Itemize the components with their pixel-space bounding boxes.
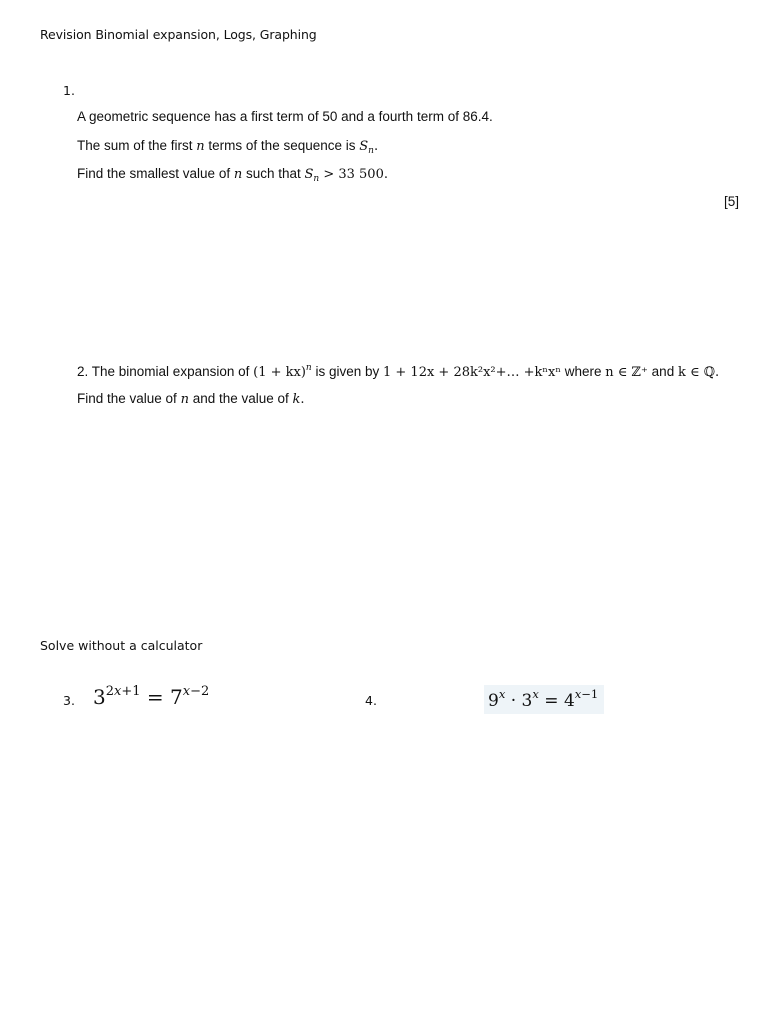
math-var-n: n: [196, 139, 205, 154]
math-digit: −1: [581, 687, 599, 701]
math-dot: ·: [505, 691, 522, 711]
text: .: [715, 365, 720, 380]
math-equals: =: [140, 685, 171, 709]
math-exponent: x: [532, 687, 539, 701]
text: .: [373, 139, 379, 154]
math-var-n: n: [233, 167, 243, 182]
math-base: 9: [488, 691, 499, 711]
question-3-number: 3.: [63, 693, 75, 708]
question-4-number: 4.: [365, 693, 377, 708]
question-4-equation: [484, 685, 604, 714]
math-var-k: k: [292, 392, 301, 407]
math-var-S: S: [359, 139, 369, 154]
text: and: [647, 364, 678, 379]
section-heading: Solve without a calculator: [40, 638, 203, 653]
math-var-n: n: [180, 392, 189, 407]
math-exponent: [575, 687, 598, 701]
text: and the value of: [188, 391, 293, 406]
question-1-line-2: [77, 138, 378, 156]
math-var-x: x: [114, 684, 122, 699]
text: is given by: [311, 364, 383, 379]
question-2-line-2: [77, 391, 305, 407]
question-3-equation: [93, 684, 209, 709]
text: The sum of the first: [77, 138, 197, 153]
math-series: 1 + 12x + 28k²x²+… +kⁿxⁿ: [383, 365, 562, 380]
math-exponent: x: [498, 687, 506, 701]
math-exponent: [183, 684, 210, 699]
math-subscript: n: [368, 146, 374, 156]
math-base: 7: [170, 685, 183, 709]
math-binomial: (1 + kx): [253, 365, 306, 380]
math-digit: −2: [190, 684, 210, 699]
math-condition-k: k ∈ ℚ: [677, 365, 716, 380]
math-digit: 2: [105, 684, 115, 699]
page-header: Revision Binomial expansion, Logs, Graphing: [40, 27, 317, 42]
math-var-x: x: [182, 684, 191, 699]
math-base: 4: [563, 691, 575, 711]
question-1-line-3: [77, 166, 388, 184]
math-exponent: n: [305, 363, 312, 373]
text: .: [383, 167, 388, 182]
math-inequality: > 33 500: [319, 167, 384, 182]
math-condition-n: n ∈ ℤ⁺: [605, 365, 648, 380]
math-subscript: n: [313, 174, 320, 184]
text: 2. The binomial expansion of: [77, 364, 254, 379]
math-exponent: [106, 684, 141, 699]
math-base: 3: [93, 685, 106, 709]
text: such that: [242, 166, 305, 181]
math-digit: +1: [121, 684, 141, 699]
text: where: [561, 364, 606, 379]
math-var-x: x: [574, 687, 582, 701]
text: Find the smallest value of: [77, 166, 234, 181]
text: .: [300, 392, 305, 407]
text: Find the value of: [77, 391, 181, 406]
math-equals: =: [538, 691, 564, 711]
math-base: 3: [521, 691, 533, 711]
math-expr: [253, 365, 312, 380]
question-1-number: 1.: [63, 83, 75, 98]
math-var-S: S: [304, 167, 314, 182]
question-2-line-1: [77, 363, 719, 380]
text: terms of the sequence is: [204, 138, 360, 153]
question-1-line-1: A geometric sequence has a first term of 50 and a fourth term of 86.4.: [77, 109, 493, 124]
question-1-marks: [5]: [723, 194, 739, 209]
